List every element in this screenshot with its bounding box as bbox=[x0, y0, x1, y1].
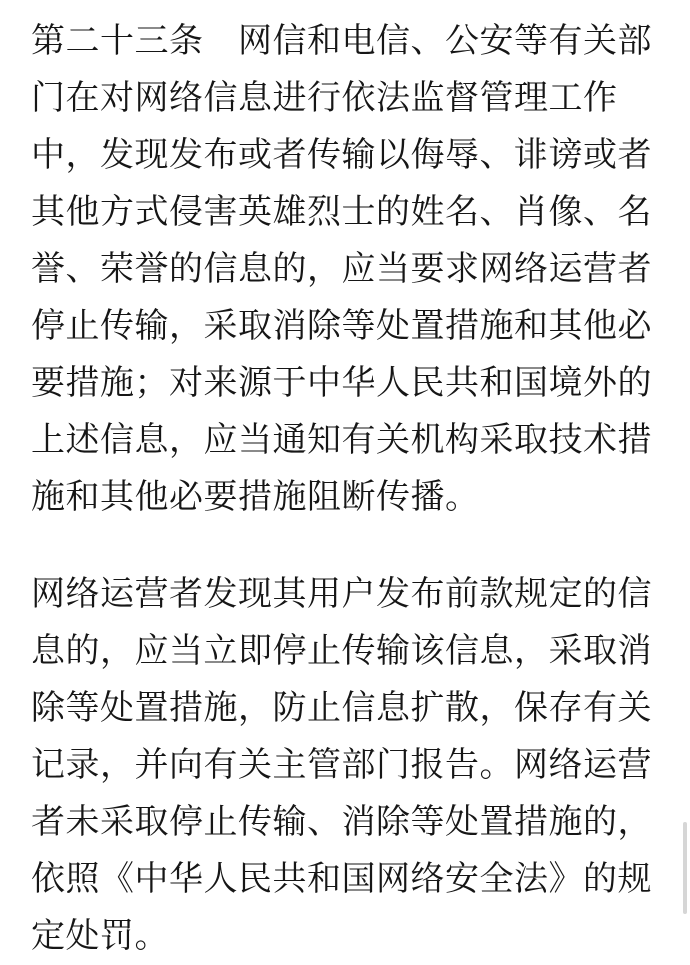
text-line: 网络运营者发现其用户发布前款规定的信 bbox=[31, 574, 652, 614]
text-line: 上述信息，应当通知有关机构采取技术措 bbox=[31, 420, 652, 460]
text-line: 停止传输，采取消除等处置措施和其他必 bbox=[31, 306, 652, 346]
text-line: 门在对网络信息进行依法监督管理工作 bbox=[31, 78, 618, 118]
article-text bbox=[31, 13, 671, 965]
text-line: 除等处置措施，防止信息扩散，保存有关 bbox=[31, 688, 652, 728]
text-line: 依照《中华人民共和国网络安全法》的规 bbox=[31, 859, 652, 899]
paragraph-spacer bbox=[31, 526, 671, 566]
text-line: 记录，并向有关主管部门报告。网络运营 bbox=[31, 745, 652, 785]
text-line: 其他方式侵害英雄烈士的姓名、肖像、名 bbox=[31, 192, 652, 232]
text-line: 者未采取停止传输、消除等处置措施的， bbox=[31, 802, 652, 842]
text-line: 定处罚。 bbox=[31, 916, 169, 956]
text-line: 第二十三条 网信和电信、公安等有关部 bbox=[31, 21, 652, 61]
text-line: 中，发现发布或者传输以侮辱、诽谤或者 bbox=[31, 135, 652, 175]
text-line: 誉、荣誉的信息的，应当要求网络运营者 bbox=[31, 249, 652, 289]
paragraph-2 bbox=[31, 566, 671, 965]
text-line: 要措施；对来源于中华人民共和国境外的 bbox=[31, 363, 652, 403]
text-line: 施和其他必要措施阻断传播。 bbox=[31, 477, 480, 517]
scrollbar[interactable] bbox=[683, 822, 687, 914]
paragraph-1 bbox=[31, 13, 671, 526]
text-line: 息的，应当立即停止传输该信息，采取消 bbox=[31, 631, 652, 671]
